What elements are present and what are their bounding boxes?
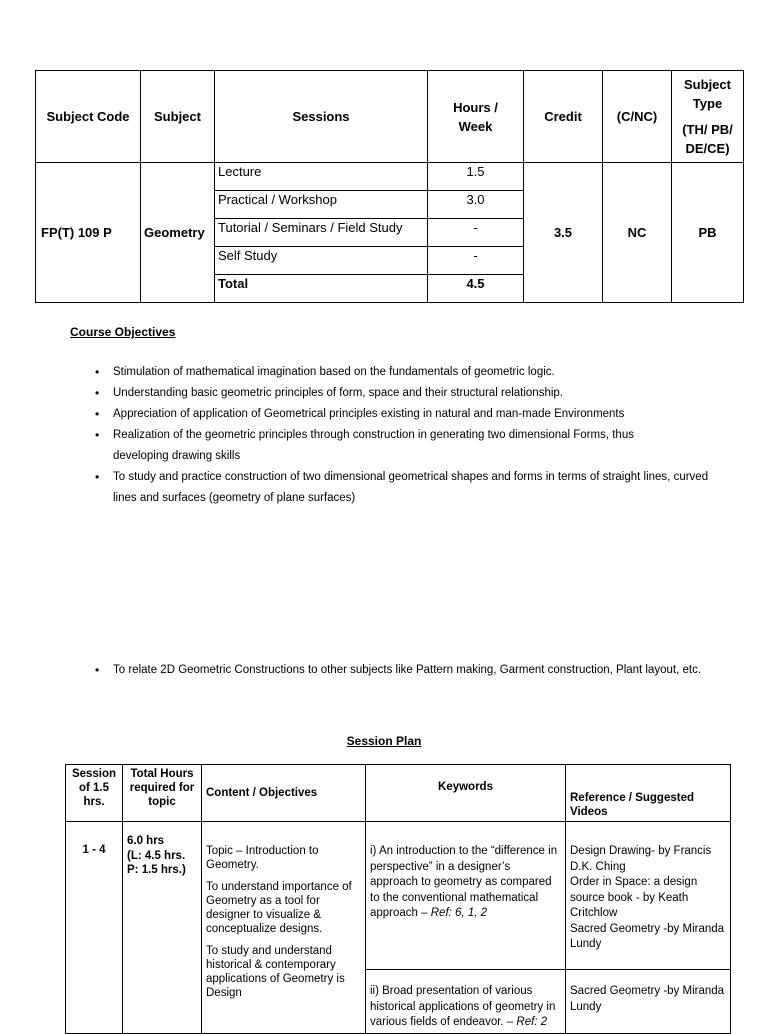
header-week-line: Week (458, 118, 493, 134)
total-hours: 4.5 (428, 275, 524, 303)
list-item: • Understanding basic geometric principles of form, space and their structural relationship. (95, 383, 715, 404)
keyword-text: ii) Broad presentation of various historical applications of geometry in various fields of endeavor. – (370, 985, 556, 1028)
hours-lecture: (L: 4.5 hrs. (127, 849, 186, 862)
subject-type-cell: PB (672, 163, 744, 303)
content-topic: Topic – Introduction to Geometry. (206, 845, 319, 871)
keyword-ref: Ref: 2 (516, 1016, 548, 1028)
header-subject-type (672, 71, 744, 163)
plan-header-row (66, 765, 731, 822)
session-hours: - (428, 247, 524, 275)
header-type-line-4: DE/CE) (685, 141, 730, 156)
session-label: Lecture (215, 163, 428, 191)
header-total-hours: Total Hours required for topic (123, 765, 202, 822)
header-hours-line: Hours / (453, 99, 498, 115)
reference-cell-2: Sacred Geometry -by Miranda Lundy (566, 970, 731, 1034)
total-label: Total (215, 275, 428, 303)
course-objectives-heading: Course Objectives (70, 325, 176, 339)
header-session: Session of 1.5 hrs. (66, 765, 123, 822)
session-plan-heading: Session Plan (346, 734, 422, 748)
session-label: Self Study (215, 247, 428, 275)
list-item: • To relate 2D Geometric Constructions to other subjects like Pattern making, Garment construction, Plant layout, etc. (95, 660, 715, 681)
content-cell (202, 822, 366, 1034)
content-objective-2: To study and understand historical & contemporary applications of Geometry is Design (206, 945, 345, 999)
reference-cell-1: Design Drawing- by Francis D.K. Ching Order in Space: a design source book - by Keath Critchlow Sacred Geometry -by Miranda Lundy (566, 822, 731, 970)
list-item: • Stimulation of mathematical imagination based on the fundamentals of geometric logic. (95, 362, 715, 383)
session-number-cell: 1 - 4 (66, 822, 123, 1034)
subject-table-header-row (36, 71, 744, 163)
header-cnc: (C/NC) (603, 71, 672, 163)
credit-cell: 3.5 (524, 163, 603, 303)
header-subject-code: Subject Code (36, 71, 141, 163)
course-objectives-list-continued (95, 660, 715, 681)
header-content: Content / Objectives (202, 765, 366, 822)
hours-practical: P: 1.5 hrs.) (127, 864, 186, 876)
header-keywords: Keywords (366, 765, 566, 822)
header-subject: Subject (141, 71, 215, 163)
header-type-line-2: Type (692, 96, 723, 111)
header-sessions: Sessions (215, 71, 428, 163)
cnc-cell: NC (603, 163, 672, 303)
header-reference: Reference / Suggested Videos (566, 765, 731, 822)
keyword-cell-2 (366, 970, 566, 1034)
session-hours-cell (123, 822, 202, 1034)
list-item: • Realization of the geometric principles through construction in generating two dimensional Forms, thus developing drawing skills (95, 425, 715, 467)
session-hours: 3.0 (428, 191, 524, 219)
hours-total: 6.0 hrs (127, 835, 165, 847)
keyword-text: i) An introduction to the “difference in perspective” in a designer’s approach to geometry as compared to the conventional mathematical approach – (370, 845, 558, 919)
header-credit: Credit (524, 71, 603, 163)
session-hours: 1.5 (428, 163, 524, 191)
session-plan-table (65, 764, 731, 1034)
session-hours: - (428, 219, 524, 247)
subject-code-cell: FP(T) 109 P (36, 163, 141, 303)
session-label: Tutorial / Seminars / Field Study (215, 219, 428, 247)
list-item: • To study and practice construction of two dimensional geometrical shapes and forms in terms of straight lines, curved lines and surfaces (geometry of plane surfaces) (95, 467, 715, 509)
header-hours-week (428, 71, 524, 163)
course-objectives-list (95, 362, 715, 509)
header-type-line-1: Subject (684, 77, 731, 92)
list-item: • Appreciation of application of Geometrical principles existing in natural and man-made Environments (95, 404, 715, 425)
table-row (36, 163, 744, 191)
session-label: Practical / Workshop (215, 191, 428, 219)
header-type-line-3: (TH/ PB/ (682, 122, 733, 137)
keyword-ref: Ref: 6, 1, 2 (430, 907, 488, 919)
subject-name-cell: Geometry (141, 163, 215, 303)
table-row (66, 822, 731, 970)
keyword-cell-1 (366, 822, 566, 970)
subject-table (35, 70, 744, 303)
content-objective-1: To understand importance of Geometry as a tool for designer to visualize & conceptualize designs. (206, 881, 352, 935)
